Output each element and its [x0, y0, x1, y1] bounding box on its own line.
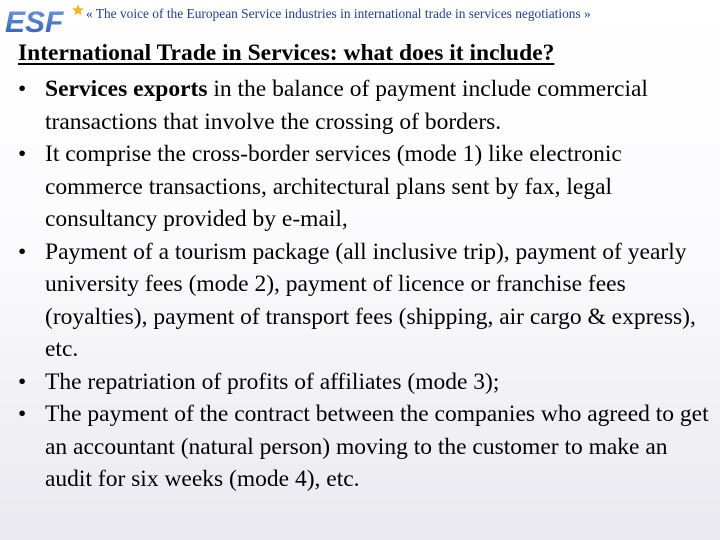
- bullet-text: in the balance of payment include commercial transactions that involve the crossing of borders.: [45, 76, 648, 135]
- bullet-bold-text: Services exports: [45, 76, 208, 102]
- bullet-item: [18, 366, 718, 399]
- slide-title: International Trade in Services: what does it include?: [18, 40, 555, 66]
- bullet-text: Payment of a tourism package (all inclusive trip), payment of yearly university fees (mode 2), payment of licence or franchise fees (royalties), payment of transport fees (shipping, air cargo & express), etc.: [45, 238, 696, 362]
- bullet-dot: •: [18, 401, 27, 427]
- bullet-item: [18, 138, 718, 236]
- bullet-dot: •: [18, 238, 27, 265]
- bullet-dot: •: [18, 76, 27, 102]
- bullet-text: The payment of the contract between the companies who agreed to get an accountant (natural person) moving to the customer to make an audit for six weeks (mode 4), etc.: [45, 401, 709, 492]
- svg-text:ESF: ESF: [5, 6, 64, 38]
- bullet-item: [18, 73, 718, 138]
- bullet-item: [18, 398, 718, 496]
- tagline: « The voice of the European Service industries in international trade in services negotiations »: [86, 6, 591, 21]
- esf-logo: [4, 2, 90, 38]
- bullet-dot: •: [18, 368, 27, 395]
- bullet-text: The repatriation of profits of affiliates (mode 3);: [45, 368, 500, 395]
- bullet-item: [18, 236, 718, 366]
- bullet-dot: •: [18, 141, 27, 167]
- bullet-list: [18, 73, 718, 496]
- star-icon: [72, 4, 84, 15]
- bullet-text: It comprise the cross-border services (mode 1) like electronic commerce transactions, architectural plans sent by fax, legal consultancy provided by e-mail,: [45, 141, 622, 232]
